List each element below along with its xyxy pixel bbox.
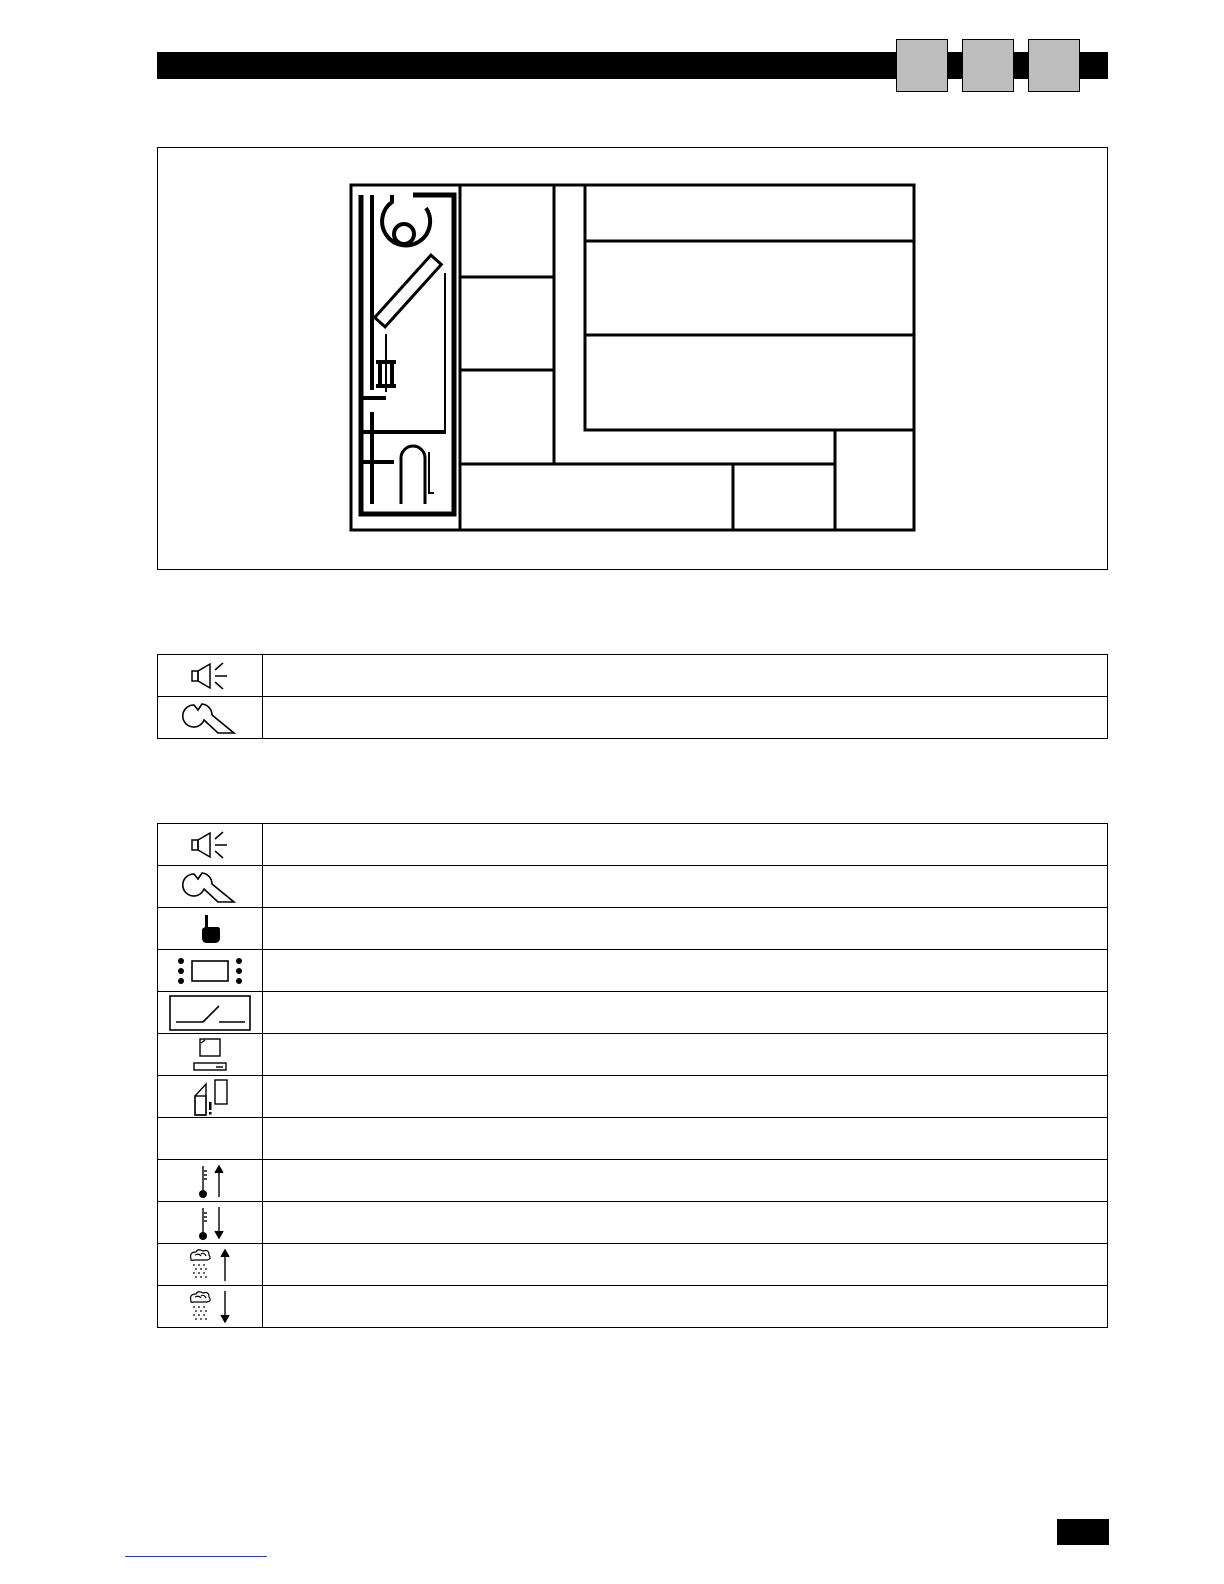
- footer-link[interactable]: [125, 1556, 267, 1557]
- table-row: [158, 824, 1108, 866]
- table-row: [158, 1118, 1108, 1160]
- icon-cell: [158, 1286, 263, 1328]
- icon-cell: [158, 866, 263, 908]
- symbols-table-1: [157, 654, 1108, 739]
- description-cell: [263, 992, 1108, 1034]
- icon-cell: [158, 1202, 263, 1244]
- description-cell: [263, 866, 1108, 908]
- table-row: [158, 1076, 1108, 1118]
- description-cell: [263, 1202, 1108, 1244]
- description-cell: [263, 950, 1108, 992]
- icon-cell: [158, 1244, 263, 1286]
- air-unit-graphic-icon: [361, 195, 454, 514]
- description-cell: [263, 697, 1108, 739]
- switch-contact-icon: [169, 995, 251, 1031]
- icon-cell: [158, 908, 263, 950]
- description-cell: [263, 1244, 1108, 1286]
- description-cell: [263, 908, 1108, 950]
- table-row: [158, 992, 1108, 1034]
- alarm-horn-icon: [189, 660, 231, 692]
- icon-cell: [158, 950, 263, 992]
- table-row: [158, 1160, 1108, 1202]
- description-cell: [263, 1118, 1108, 1160]
- header-tab-3[interactable]: [1028, 39, 1080, 92]
- terminal-unit-icon: [192, 1037, 228, 1073]
- humidity-high-icon: [187, 1247, 233, 1283]
- table-row: [158, 908, 1108, 950]
- table-row: [158, 950, 1108, 992]
- description-cell: [263, 1286, 1108, 1328]
- display-layout-diagram: [158, 148, 1107, 569]
- table-row: [158, 866, 1108, 908]
- wrench-service-icon: [182, 701, 238, 735]
- icon-cell: [158, 697, 263, 739]
- table-row: [158, 1034, 1108, 1076]
- icon-cell: [158, 824, 263, 866]
- icon-cell: [158, 1034, 263, 1076]
- table-row: [158, 697, 1108, 739]
- icon-cell-empty: [158, 1118, 263, 1160]
- alarm-horn-icon: [189, 829, 231, 861]
- wrench-service-icon: [182, 870, 238, 904]
- symbols-table-2: [157, 823, 1108, 1328]
- description-cell: [263, 1160, 1108, 1202]
- description-cell: [263, 1034, 1108, 1076]
- table-row: [158, 1244, 1108, 1286]
- display-layout-grid: [351, 185, 914, 530]
- description-cell: [263, 824, 1108, 866]
- device-alarm-icon: [190, 1078, 230, 1116]
- icon-cell: [158, 1160, 263, 1202]
- display-diagram-frame: [157, 147, 1108, 570]
- icon-cell: [158, 992, 263, 1034]
- humidity-low-icon: [187, 1289, 233, 1325]
- table-row: [158, 1286, 1108, 1328]
- display-dots-icon: [174, 955, 246, 987]
- header-tab-2[interactable]: [962, 39, 1014, 92]
- description-cell: [263, 655, 1108, 697]
- page-number-box: [1057, 1519, 1109, 1545]
- icon-cell: [158, 1076, 263, 1118]
- hand-manual-icon: [198, 913, 222, 945]
- temperature-low-icon: [194, 1205, 226, 1241]
- table-row: [158, 655, 1108, 697]
- icon-cell: [158, 655, 263, 697]
- table-row: [158, 1202, 1108, 1244]
- header-tab-1[interactable]: [896, 39, 948, 92]
- description-cell: [263, 1076, 1108, 1118]
- temperature-high-icon: [194, 1163, 226, 1199]
